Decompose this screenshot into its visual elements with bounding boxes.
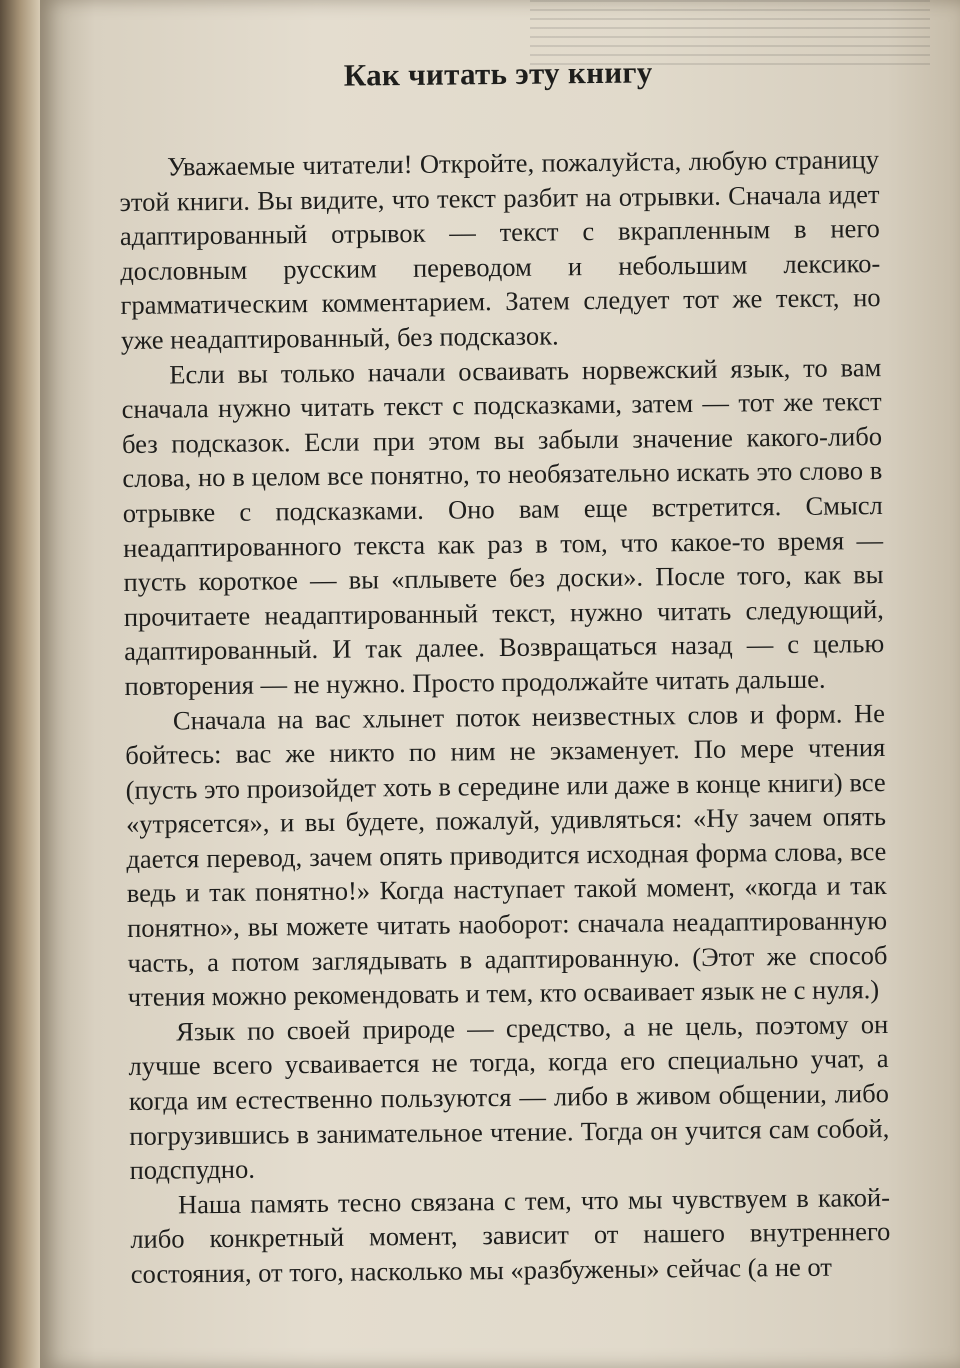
page-title: Как читать эту книгу (343, 54, 653, 93)
paragraph-4: Язык по своей природе — средство, а не цель, поэтому он лучше всего усваивается не тогда, когда его специально учат, а когда им естественно пользуются — либо в живом общении, либо погрузившись в занимательное чтение. Тогда он учится сам собой, подспудно. (128, 1008, 890, 1186)
paragraph-3: Сначала на вас хлынет поток неизвестных слов и форм. Не бойтесь: вас же никто по ним не экзаменует. По мере чтения (пусть это произойдет хоть в середине или даже в конце книги) все «утрясется», и вы будете, пожалуй, удивляться: «Ну зачем опять дается перевод, зачем опять приводится исходная форма слова, все ведь и так понятно!» Когда наступает такой момент, «когда и так понятно», вы можете читать наоборот: сначала неадаптированную часть, а потом заглядывать в адаптированную. (Этот же способ чтения можно рекомендовать и тем, кто осваивает язык не с нуля.) (125, 697, 888, 1013)
paragraph-5: Наша память тесно связана с тем, что мы чувствуем в какой-либо конкретный момент, зависит от нашего внутреннего состояния, от того, насколько мы «разбужены» сейчас (а не от (130, 1181, 891, 1289)
book-page (40, 0, 960, 1368)
page-content (118, 50, 891, 1291)
paragraph-1: Уважаемые читатели! Откройте, пожалуйста, любую страницу этой книги. Вы видите, что текст разбит на отрывки. Сначала идет адаптированный отрывок — текст с вкрапленным в него дословным русским переводом и небольшим лексико-грамматическим комментарием. Затем следует тот же текст, но уже неадаптированный, без подсказок. (119, 144, 881, 355)
paragraph-2: Если вы только начали осваивать норвежский язык, то вам сначала нужно читать текст с подсказками, затем — тот же текст без подсказок. Если при этом вы забыли значение какого-либо слова, но в целом все понятно, то необязательно искать это слово в отрывке с подсказками. Оно вам еще встретится. Смысл неадаптированного текста как раз в том, что какое-то время — пусть короткое — вы «плывете без доски». После того, как вы прочитаете неадаптированный текст, нужно читать следующий, адаптированный. И так далее. Возвращаться назад — с целью повторения — не нужно. Просто продолжайте читать дальше. (121, 351, 885, 701)
